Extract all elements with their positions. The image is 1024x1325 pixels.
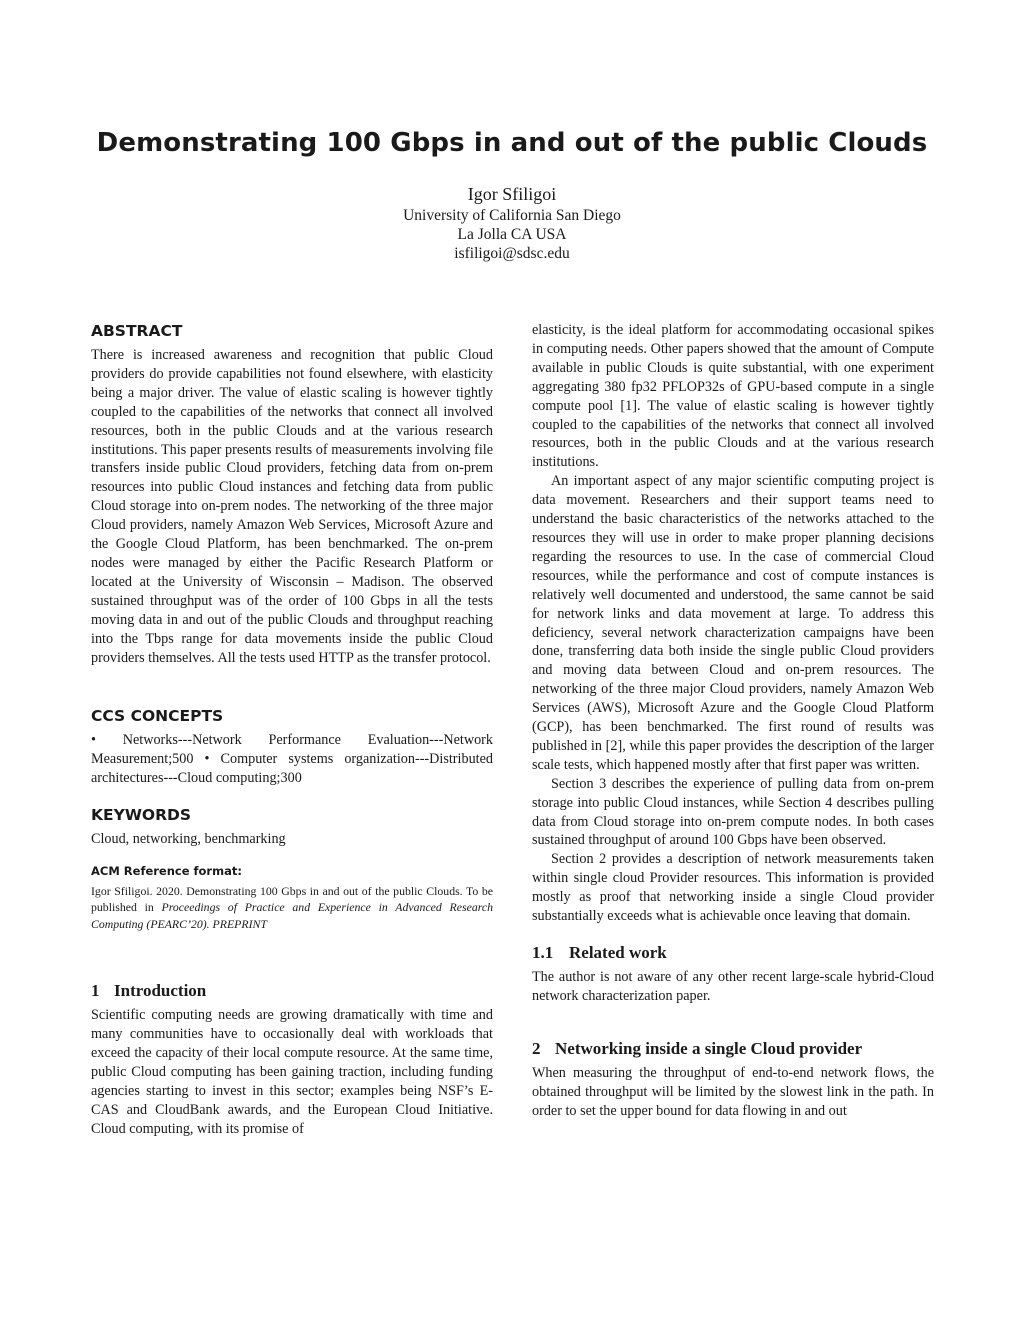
related-work-text: The author is not aware of any other recent large-scale hybrid-Cloud network characterization paper.: [532, 969, 934, 1004]
section-1-heading: [91, 978, 493, 1004]
section-1-1-title: Related work: [569, 943, 667, 962]
section-2-number: 2: [532, 1038, 541, 1058]
acm-reference-plain: Igor Sfiligoi. 2020. Demonstrating 100 Gbps in and out of the public Clouds. To be published in: [91, 884, 493, 915]
author-affiliation: University of California San Diego: [403, 207, 621, 224]
keywords-text: Cloud, networking, benchmarking: [91, 831, 286, 848]
section-1-number: 1: [91, 981, 100, 1001]
section-2-text: When measuring the throughput of end-to-end network flows, the obtained throughput will be limited by the slowest link in the path. In order to set the upper bound for data flowing in and out: [532, 1064, 934, 1119]
ccs-heading: CCS CONCEPTS: [91, 707, 224, 726]
intro-paragraph-1: Scientific computing needs are growing dramatically with time and many communities have to occasionally deal with workloads that exceed the capacity of their local compute resource. At the same time, public Cloud computing has been gaining traction, including funding agencies starting to invest in this sector; examples being NSF’s E-CAS and CloudBank awards, and the European Cloud Initiative. Cloud computing, with its promise of: [91, 1007, 493, 1137]
abstract-heading: ABSTRACT: [91, 322, 183, 340]
author-block: [0, 182, 1024, 263]
right-column: [532, 321, 934, 1121]
author-email: isfiligoi@sdsc.edu: [454, 245, 570, 262]
intro-paragraph-2: An important aspect of any major scientific computing project is data movement. Researchers and their support teams need to understand the basic characteristics of the networks attached to the resources they will use in order to make proper planning decisions regarding the resources to use. In the case of commercial Cloud resources, while the performance and cost of compute instances is relatively well documented and understood, the same cannot be said for network links and data movement at large. To address this deficiency, several network characterization campaigns have been done, transferring data both inside the single public Cloud providers and moving data between Cloud and on-prem resources. The networking of the three major Cloud providers, namely Amazon Web Services (AWS), Microsoft Azure and the Google Cloud Platform (GCP), has been benchmarked. The first round of results was published in [2], while this paper provides the description of the larger scale tests, which happened mostly after that first paper was written.: [532, 473, 934, 773]
keywords-heading: KEYWORDS: [91, 806, 192, 825]
author-name: Igor Sfiligoi: [467, 184, 557, 204]
paper-title: Demonstrating 100 Gbps in and out of the public Clouds: [96, 128, 928, 158]
ccs-text: • Networks---Network Performance Evaluation---Network Measurement;500 • Computer systems organization---Distributed architectures---Cloud computing;300: [91, 732, 493, 787]
acm-reference-italic: Proceedings of Practice and Experience in Advanced Research Computing (PEARC’20). PREPRINT: [91, 900, 494, 931]
section-2-title: Networking inside a single Cloud provider: [555, 1038, 863, 1058]
intro-paragraph-1-continued: elasticity, is the ideal platform for accommodating occasional spikes in computing needs. Other papers showed that the amount of Compute available in public Clouds is quite substantial, with one experiment aggregating 380 fp32 PFLOP32s of GPU-based compute in a single compute pool [1]. The value of elastic scaling is however tightly coupled to the capabilities of the networks that connect all involved resources, both in the public Clouds and at the various research institutions.: [532, 322, 934, 471]
author-location: La Jolla CA USA: [457, 226, 567, 243]
section-1-1-number: 1.1: [532, 943, 554, 962]
section-1-1-heading: [532, 940, 934, 966]
section-2-heading: [532, 1036, 934, 1062]
intro-paragraph-3: Section 3 describes the experience of pulling data from on-prem storage into public Cloud instances, while Section 4 describes pulling data from Cloud storage into on-prem compute nodes. In both cases sustained throughput of around 100 Gbps have been observed.: [532, 775, 934, 849]
acm-reference-label: ACM Reference format:: [91, 864, 242, 879]
intro-paragraph-4: Section 2 provides a description of network measurements taken within single cloud Provider resources. This information is provided mostly as proof that networking inside a single Cloud provider substantially exceeds what is achievable once leaving that domain.: [532, 851, 934, 925]
abstract-text: There is increased awareness and recognition that public Cloud providers do provide capabilities not found elsewhere, with elasticity being a major driver. The value of elastic scaling is however tightly coupled to the capabilities of the networks that connect all involved resources, both in the public Clouds and at the various research institutions. This paper presents results of measurements involving file transfers inside public Cloud providers, fetching data from on-prem resources into public Cloud instances and fetching data from public Cloud storage into on-prem nodes. The networking of the three major Cloud providers, namely Amazon Web Services, Microsoft Azure and the Google Cloud Platform, has been benchmarked. The on-prem nodes were managed by either the Pacific Research Platform or located at the University of Wisconsin – Madison. The observed sustained throughput was of the order of 100 Gbps in all the tests moving data in and out of the public Clouds and throughput reaching into the Tbps range for data movements inside the public Cloud providers themselves. All the tests used HTTP as the transfer protocol.: [91, 347, 493, 666]
section-1-title: Introduction: [114, 981, 207, 1001]
acm-reference-text: [91, 883, 493, 932]
left-column: [91, 318, 493, 1139]
